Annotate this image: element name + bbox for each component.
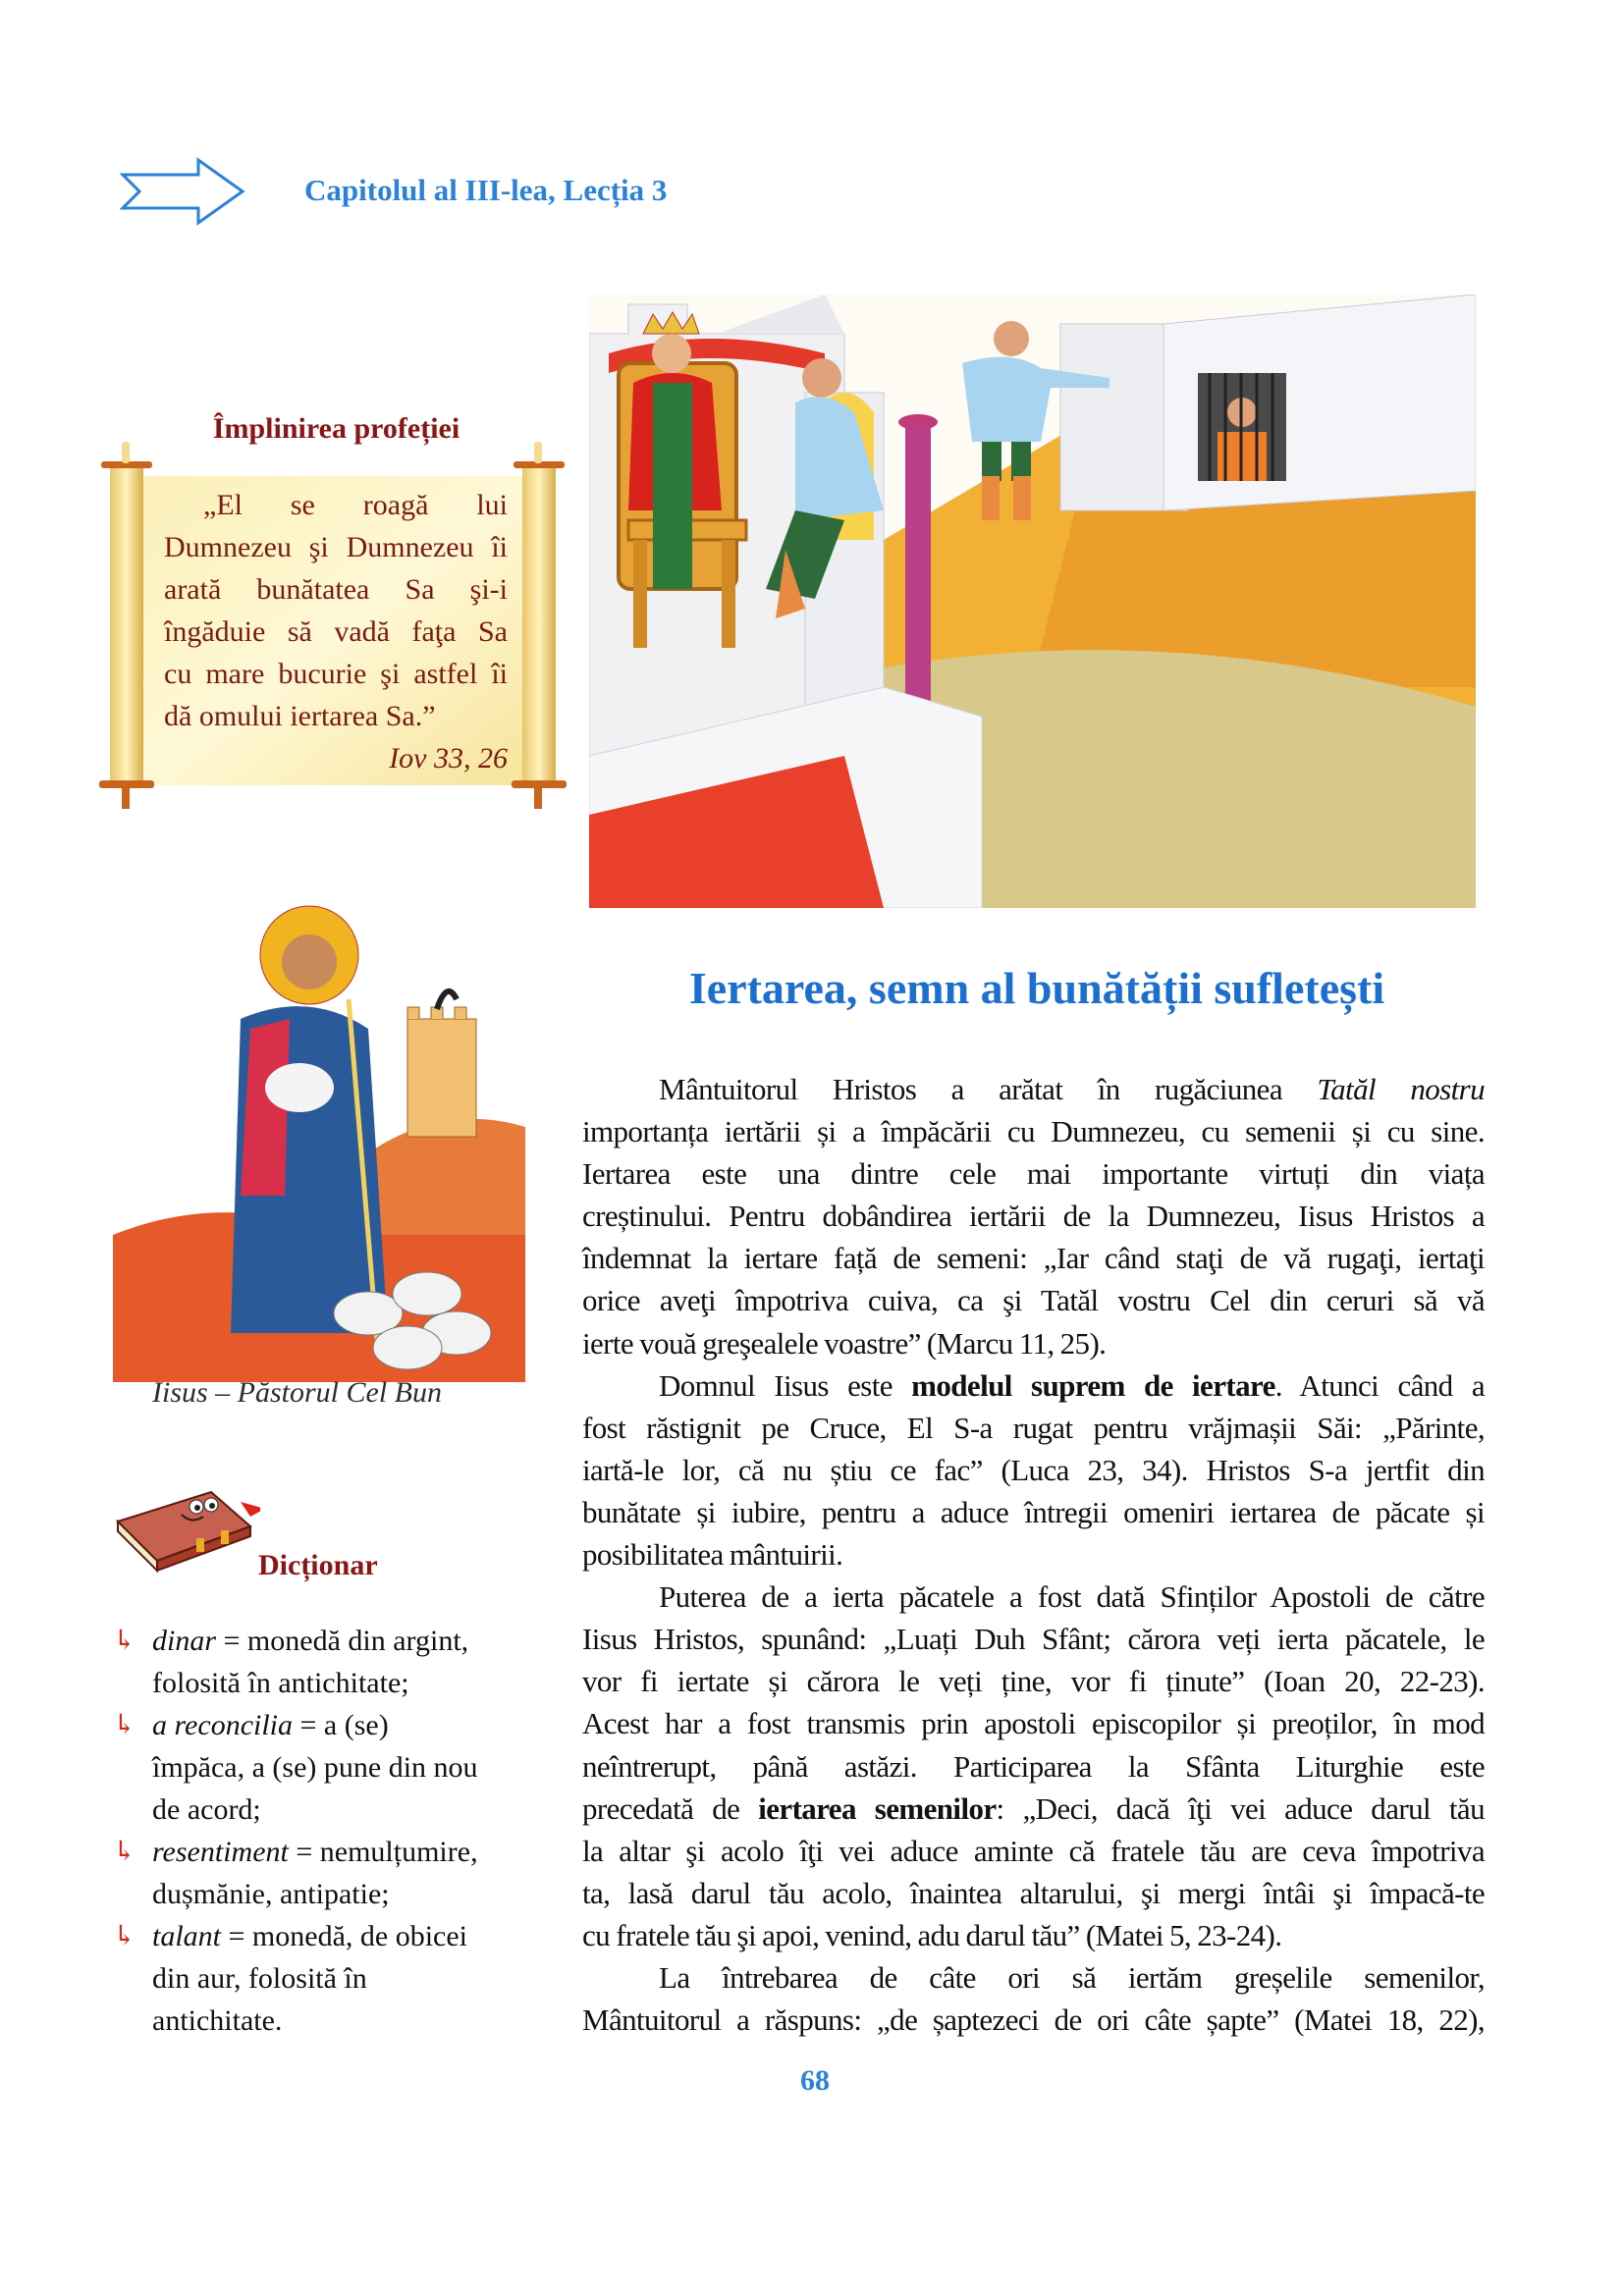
quote-line: „El se roagă lui [203,489,508,521]
italic-phrase: Tatăl nostru [1317,1072,1485,1106]
article-line [582,1999,1485,2041]
dictionary-definition: = monedă, de obicei [228,1920,468,1952]
book-mascot-icon [113,1477,260,1575]
dictionary-entry-continuation [113,2000,525,2042]
dictionary-entry-continuation [113,1873,525,1915]
quote-reference: Iov 33, 26 [389,742,508,774]
text-segment: bunătate și iubire, pentru a aduce întregii omeniri iertarea de păcate și [582,1494,1485,1529]
article-line [582,1618,1485,1660]
dictionary-entry-continuation [113,1662,525,1704]
bullet-arrow-icon: ↳ [113,1921,136,1951]
article-line [582,1956,1485,1999]
dictionary-title: Dicționar [258,1549,378,1581]
article-line [582,1788,1485,1830]
parable-illustration [589,294,1476,908]
lesson-title: Iertarea, semn al bunătății sufletești [688,963,1385,1013]
dictionary-entry [113,1620,525,1662]
text-segment: ta, lasă darul tău acolo, înaintea altarului, şi mergi întâi şi împacă-te [582,1875,1485,1910]
text-segment: cu fratele tău şi apoi, venind, adu darul tău” (Matei 5, 23-24). [582,1917,1282,1952]
bullet-arrow-icon: ↳ [113,1837,136,1867]
dictionary-definition: dușmănie, antipatie; [152,1878,390,1910]
article-line [582,1830,1485,1872]
text-segment: neîntrerupt, până astăzi. Participarea la Sfânta Liturghie este [582,1748,1485,1784]
article-line [582,1322,1485,1364]
dictionary-definition: = a (se) [299,1709,389,1741]
arrow-right-icon [120,157,247,226]
article-line [582,1533,1485,1575]
dictionary-entry [113,1704,525,1746]
text-segment: Mântuitorul Hristos a arătat în rugăciunea [659,1072,1318,1106]
quote-line: arată bunătatea Sa şi-i [164,573,508,606]
bold-phrase: modelul suprem de iertare [911,1367,1275,1403]
text-segment: posibilitatea mântuirii. [582,1537,843,1573]
article-line [582,1660,1485,1702]
dictionary-entry-continuation [113,1789,525,1831]
image-caption: Iisus – Păstorul Cel Bun [152,1376,443,1409]
dictionary-entry-continuation [113,1746,525,1789]
bold-phrase: iertarea semenilor [758,1790,997,1826]
text-segment: îndemnat la iertare față de semeni: „Iar când staţi de vă rugaţi, iertaţi [582,1241,1485,1276]
good-shepherd-icon [113,901,525,1382]
text-segment: : „Deci, dacă îţi vei aduce darul tău [996,1790,1485,1826]
bullet-arrow-icon: ↳ [113,1626,136,1656]
chapter-heading: Capitolul al III-lea, Lecția 3 [304,173,668,207]
quote-line: Dumnezeu şi Dumnezeu îi [164,531,508,563]
text-segment: iartă-le lor, că nu știu ce fac” (Luca 23, 34). Hristos S-a jertfit din [582,1452,1485,1487]
dictionary-entry [113,1831,525,1873]
text-segment: ierte vouă greşealele voastre” (Marcu 11, 25). [582,1325,1107,1361]
article-line [582,1152,1485,1195]
dictionary-term: resentiment [152,1836,289,1868]
text-segment: precedată de [582,1790,759,1826]
quote-line: cu mare bucurie şi astfel îi [164,658,508,690]
page-number: 68 [800,2064,830,2097]
dictionary-definition: din aur, folosită în [152,1962,367,1995]
dictionary-definition: de acord; [152,1793,261,1826]
text-segment: . Atunci când a [1274,1367,1485,1403]
prophecy-quote [164,484,508,779]
article-line [582,1237,1485,1279]
article-line [582,1195,1485,1237]
text-segment: Mântuitorul a răspuns: „de șaptezeci de ori câte șapte” (Matei 18, 22), [582,2002,1485,2038]
text-segment: La întrebarea de câte ori să iertăm greșelile semenilor, [659,1959,1485,1995]
article-line [582,1491,1485,1533]
dictionary-definition: = nemulțumire, [296,1836,478,1868]
dictionary-entry [113,1915,525,1957]
dictionary-term: a reconcilia [152,1709,294,1741]
dictionary-definition: folosită în antichitate; [152,1667,409,1699]
article-line [582,1702,1485,1744]
text-segment: Domnul Iisus este [659,1367,912,1403]
dictionary-list [113,1620,525,2042]
article-line [582,1872,1485,1914]
article-line [582,1068,1485,1110]
text-segment: vor fi iertate și cărora le veți ține, vor fi ținute” (Ioan 20, 22-23). [582,1664,1485,1699]
text-segment: fost răstignit pe Cruce, El S-a rugat pentru vrăjmașii Săi: „Părinte, [582,1410,1485,1445]
article-line [582,1914,1485,1956]
prophecy-title: Împlinirea profeției [212,412,460,445]
article-line [582,1407,1485,1449]
dictionary-definition: = monedă din argint, [223,1625,469,1657]
text-segment: orice aveţi împotriva cuiva, ca şi Tatăl vostru Cel din ceruri să vă [582,1283,1485,1318]
text-segment: creștinului. Pentru dobândirea iertării de la Dumnezeu, Iisus Hristos a [582,1199,1485,1234]
article-line [582,1364,1485,1407]
dictionary-entry-continuation [113,1957,525,2000]
bullet-arrow-icon: ↳ [113,1710,136,1740]
dictionary-term: talant [152,1920,222,1952]
quote-line: îngăduie să vadă faţa Sa [164,615,508,648]
article-line [582,1449,1485,1491]
text-segment: Iisus Hristos, spunând: „Luați Duh Sfânt; cărora veți ierta păcatele, le [582,1622,1485,1657]
article-line [582,1279,1485,1321]
dictionary-definition: antichitate. [152,2004,283,2037]
text-segment: importanța iertării și a împăcării cu Dumnezeu, cu semenii și cu sine. [582,1114,1485,1149]
quote-line: dă omului iertarea Sa.” [164,700,436,732]
text-segment: Puterea de a ierta păcatele a fost dată Sfinților Apostoli de către [659,1579,1485,1615]
article-line [582,1575,1485,1618]
dictionary-term: dinar [152,1625,217,1657]
text-segment: la altar şi acolo îţi vei aduce aminte că fratele tău are ceva împotriva [582,1833,1485,1868]
article-body [582,1068,1485,2041]
text-segment: Acest har a fost transmis prin apostoli episcopilor și preoților, în mod [582,1706,1485,1741]
text-segment: Iertarea este una dintre cele mai importante virtuți din viața [582,1156,1485,1192]
dictionary-definition: împăca, a (se) pune din nou [152,1751,478,1784]
article-line [582,1745,1485,1788]
article-line [582,1110,1485,1152]
